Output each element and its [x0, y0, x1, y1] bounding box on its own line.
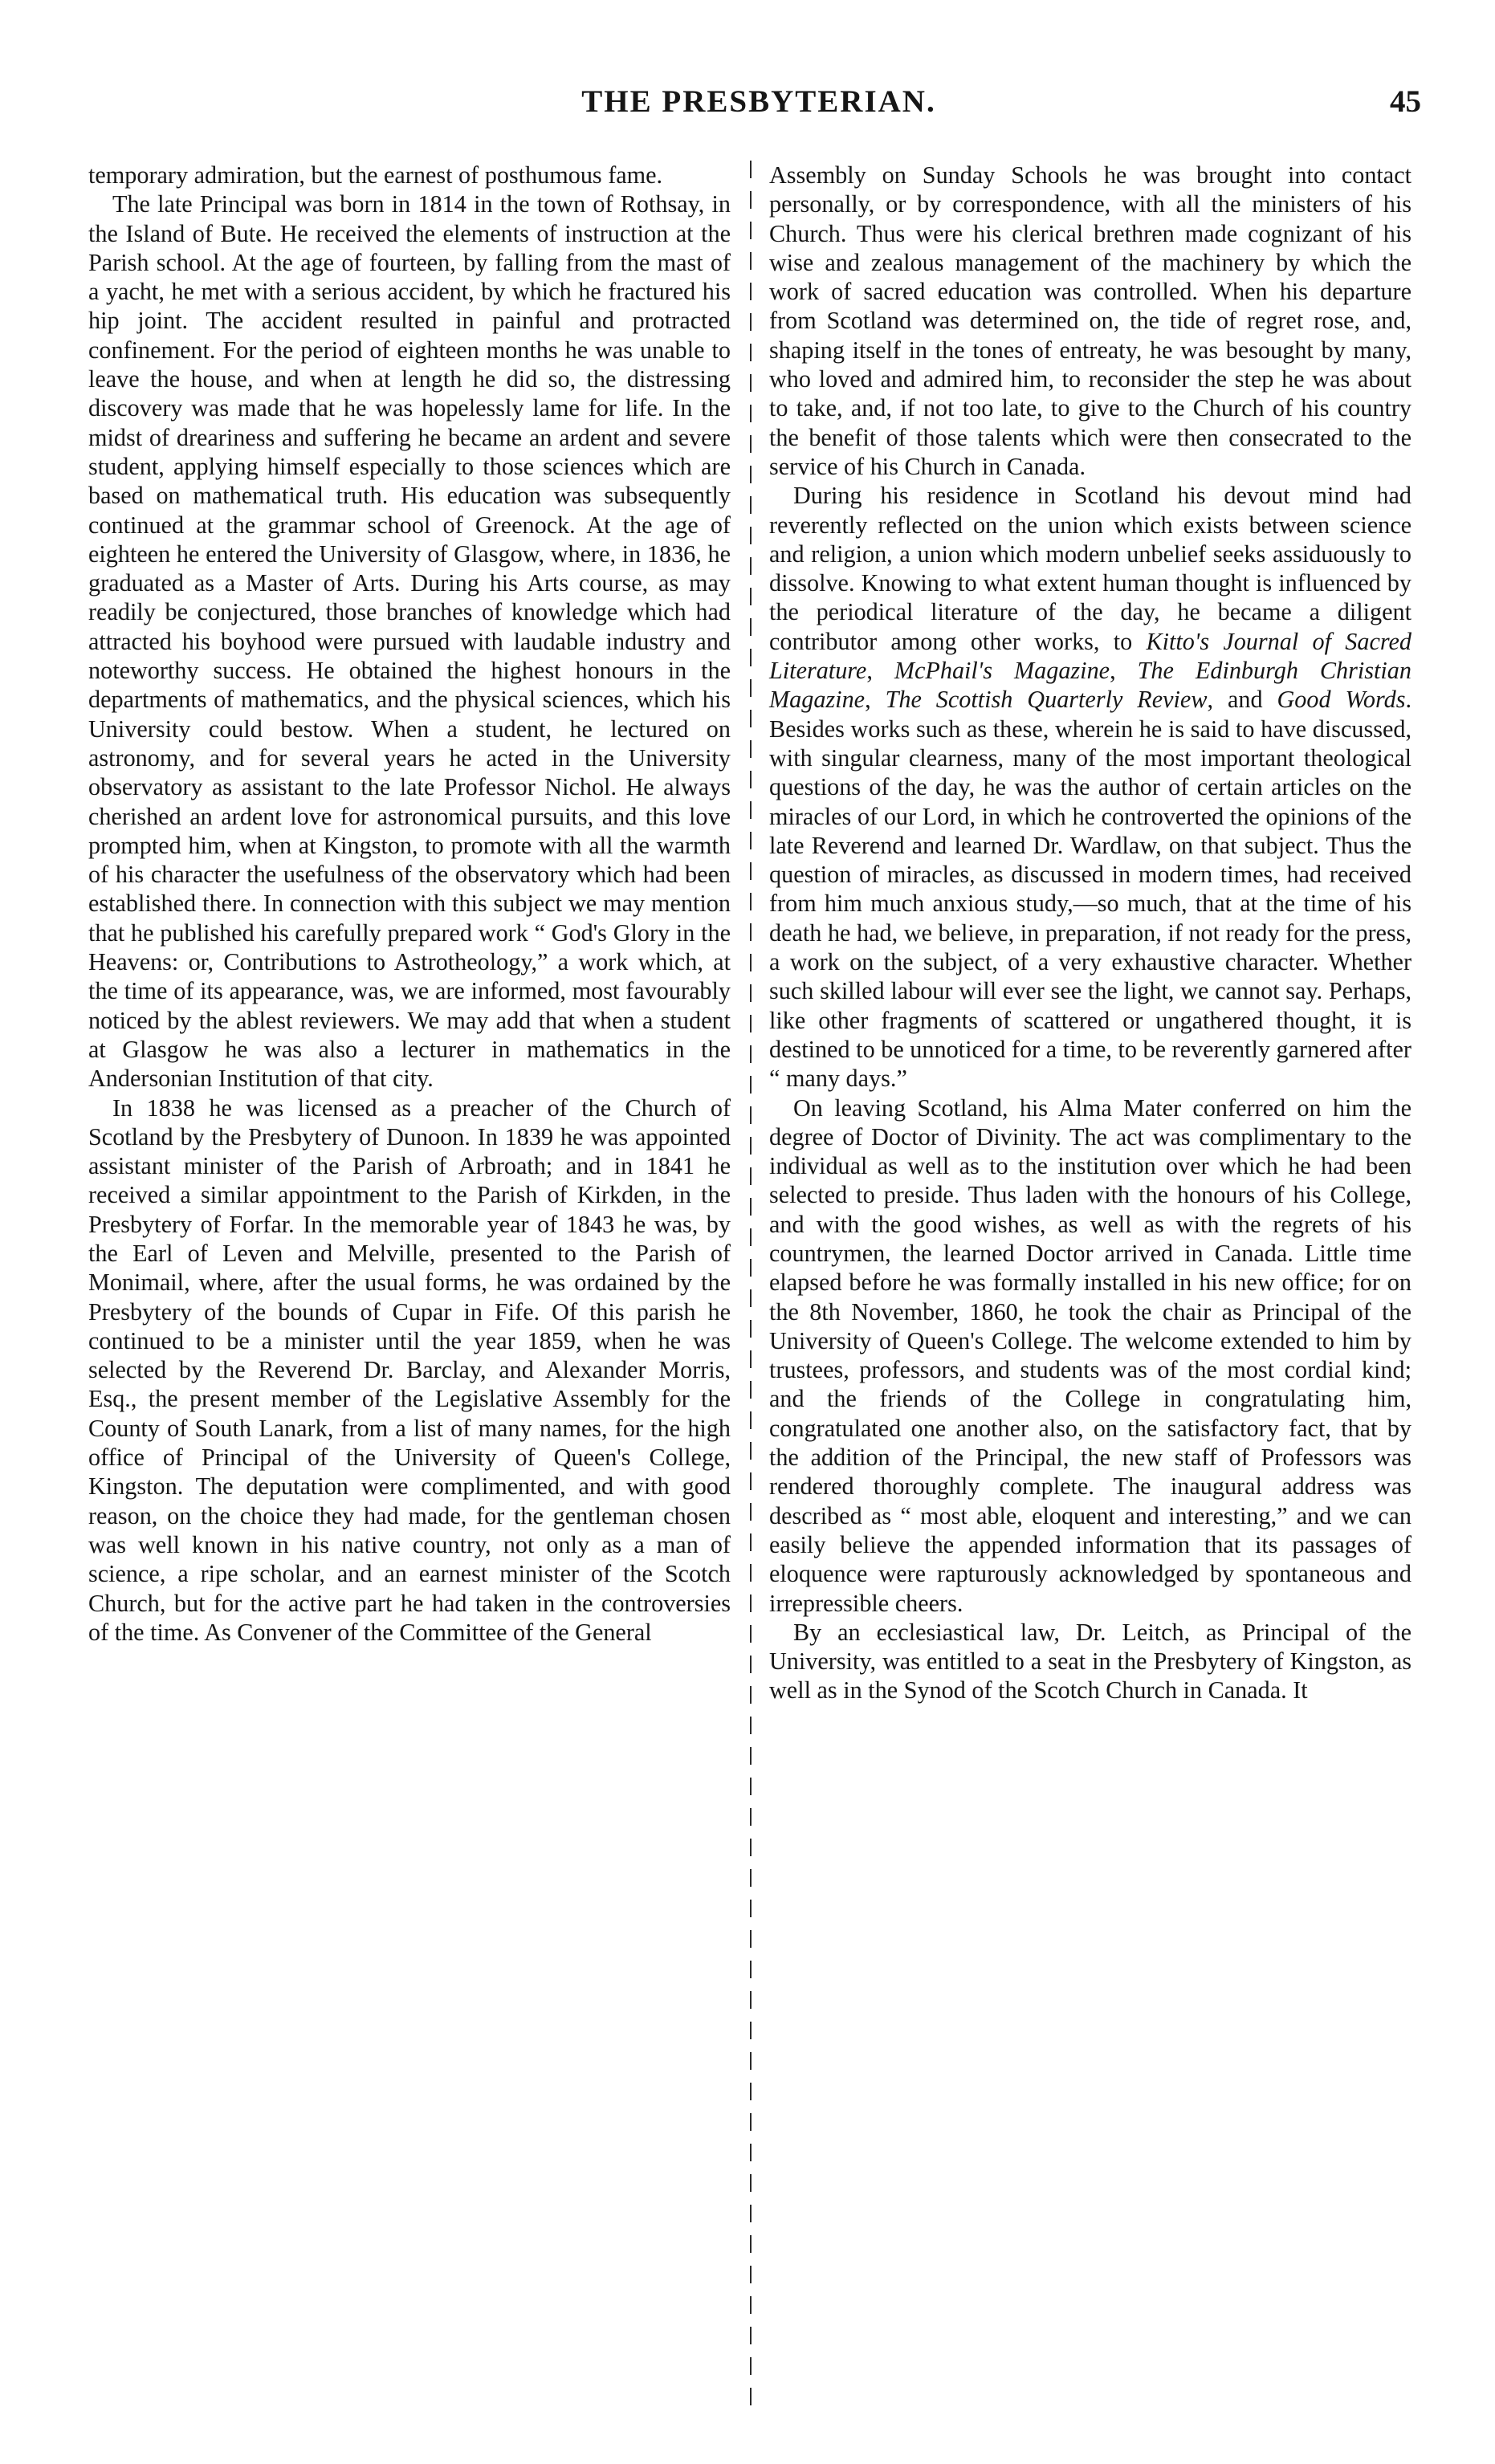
- paragraph-writings: [769, 481, 1411, 1093]
- paragraph-early-life: The late Principal was born in 1814 in the town of Rothsay, in the Island of Bute. He received the elements of instruction at the Parish school. At the age of fourteen, by falling from the mast of a yacht, he met with a serious accident, by which he fractured his hip joint. The accident resulted in painful and protracted confinement. For the period of eighteen months he was unable to leave the house, and when at length he did so, the distressing discovery was made that he was hopelessly lame for life. In the midst of dreariness and suffering he became an ardent and severe student, applying himself especially to those sciences which are based on mathematical truth. His education was subsequently continued at the grammar school of Greenock. At the age of eighteen he entered the University of Glasgow, where, in 1836, he graduated as a Master of Arts. During his Arts course, as may readily be conjectured, those branches of knowledge which had attracted his boyhood were pursued with laudable industry and noteworthy success. He obtained the highest honours in the departments of mathematics, and the physical sciences, which his University could bestow. When a student, he lectured on astronomy, and for several years he acted in the University observatory as assistant to the late Professor Nichol. He always cherished an ardent love for astronomical pursuits, and this love prompted him, when at Kingston, to promote with all the warmth of his character the usefulness of the observatory which had been established there. In connection with this subject we may mention that he published his carefully prepared work “ God's Glory in the Heavens: or, Contributions to Astrotheology,” a work which, at the time of its appearance, was, we are informed, most favourably noticed by the ablest reviewers. We may add that when a student at Glasgow he was also a lecturer in mathematics in the Andersonian Institution of that city.: [88, 190, 731, 1093]
- page-number: 45: [1390, 84, 1421, 119]
- paragraph-continuation: temporary admiration, but the earnest of posthumous fame.: [88, 161, 663, 189]
- journal-name-kitto: Kitto's Journal of Sacred Literature: [769, 627, 1411, 685]
- paragraph-arrival-canada: On leaving Scotland, his Alma Mater conferred on him the degree of Doctor of Divinity. The act was complimentary to the individual as well as to the institution over which he had been selected to preside. Thus laden with the honours of his College, and with the good wishes, as well as with the regrets of his countrymen, the learned Doctor arrived in Canada. Little time elapsed before he was formally installed in his new office; for on the 8th November, 1860, he took the chair as Principal of the University of Queen's College. The welcome extended to him by trustees, professors, and students was of the most cordial kind; and the friends of the College in congratulating him, congratulated one another also, on the satisfactory fact, that by the addition of the Principal, the new staff of Professors was rendered thoroughly complete. The inaugural address was described as “ most able, eloquent and interesting,” and we can easily believe the appended information that its passages of eloquence were rapturously acknowledged by spontaneous and irrepressible cheers.: [769, 1094, 1411, 1617]
- right-column: [769, 161, 1411, 1705]
- journal-name-edinburgh: The Edinburgh Christian Magazine: [769, 657, 1411, 714]
- journal-title: THE PRESBYTERIAN.: [581, 84, 936, 119]
- text-run: ,: [1110, 657, 1138, 685]
- paragraph-ministry: In 1838 he was licensed as a preacher of the Church of Scotland by the Presbytery of Dunoon. In 1839 he was appointed assistant minister of the Parish of Arbroath; and in 1841 he received a similar appointment to the Parish of Kirkden, in the Presbytery of Forfar. In the memorable year of 1843 he was, by the Earl of Leven and Melville, presented to the Parish of Monimail, where, after the usual forms, he was ordained by the Presbytery of the bounds of Cupar in Fife. Of this parish he continued to be a minister until the year 1859, when he was selected by the Reverend Dr. Barclay, and Alexander Morris, Esq., the present member of the Legislative Assembly for the County of South Lanark, from a list of many names, for the high office of Principal of the University of Queen's College, Kingston. The deputation were complimented, and with good reason, on the choice they had made, for the gentleman chosen was well known in his native country, not only as a man of science, a ripe scholar, and an earnest minister of the Scotch Church, but for the active part he had taken in the controversies of the time. As Convener of the Committee of the General: [88, 1094, 731, 1646]
- text-run: During his residence in Scotland his devout mind had reverently reflected on the union which exists between science and religion, a union which modern unbelief seeks assiduously to dissolve. Knowing to what extent human thought is influenced by the periodical literature of the day, he became a diligent contributor among other works, to: [769, 482, 1411, 655]
- left-column: [88, 161, 731, 1647]
- journal-name-good-words: Good Words: [1277, 686, 1406, 714]
- running-head: [96, 83, 1421, 132]
- text-run: , and: [1207, 686, 1277, 714]
- text-run: . Besides works such as these, wherein he is said to have discussed, with singular clearness, many of the most important theological questions of the day, he was the author of certain articles on the miracles of our Lord, in which he controverted the opinions of the late Reverend and learned Dr. Wardlaw, on that subject. Thus the question of miracles, as discussed in modern times, had received from him much anxious study,—so much, that at the time of his death he had, we believe, in preparation, if not ready for the press, a work on the subject, of a very exhaustive character. Whether such skilled labour will ever see the light, we cannot say. Perhaps, like other fragments of scattered or ungathered thought, it is destined to be unnoticed for a time, to be reverently garnered after “ many days.”: [769, 686, 1411, 1093]
- paragraph-sunday-schools: Assembly on Sunday Schools he was brought into contact personally, or by correspondence, with all the ministers of his Church. Thus were his clerical brethren made cognizant of his wise and zealous management of the machinery by which the work of sacred education was controlled. When his departure from Scotland was determined on, the tide of regret rose, and, shaping itself in the tones of entreaty, he was besought by many, who loved and admired him, to reconsider the step he was about to take, and, if not too late, to give to the Church of his country the benefit of those talents which were then consecrated to the service of his Church in Canada.: [769, 161, 1411, 480]
- paragraph-ecclesiastical: By an ecclesiastical law, Dr. Leitch, as Principal of the University, was entitled to a seat in the Presbytery of Kingston, as well as in the Synod of the Scotch Church in Canada. It: [769, 1618, 1411, 1704]
- journal-name-mcphail: McPhail's Magazine: [894, 657, 1110, 685]
- text-run: ,: [865, 686, 886, 714]
- journal-name-scottish: The Scottish Quarterly Review: [885, 686, 1208, 714]
- column-divider: [750, 161, 752, 2409]
- text-run: ,: [866, 657, 894, 685]
